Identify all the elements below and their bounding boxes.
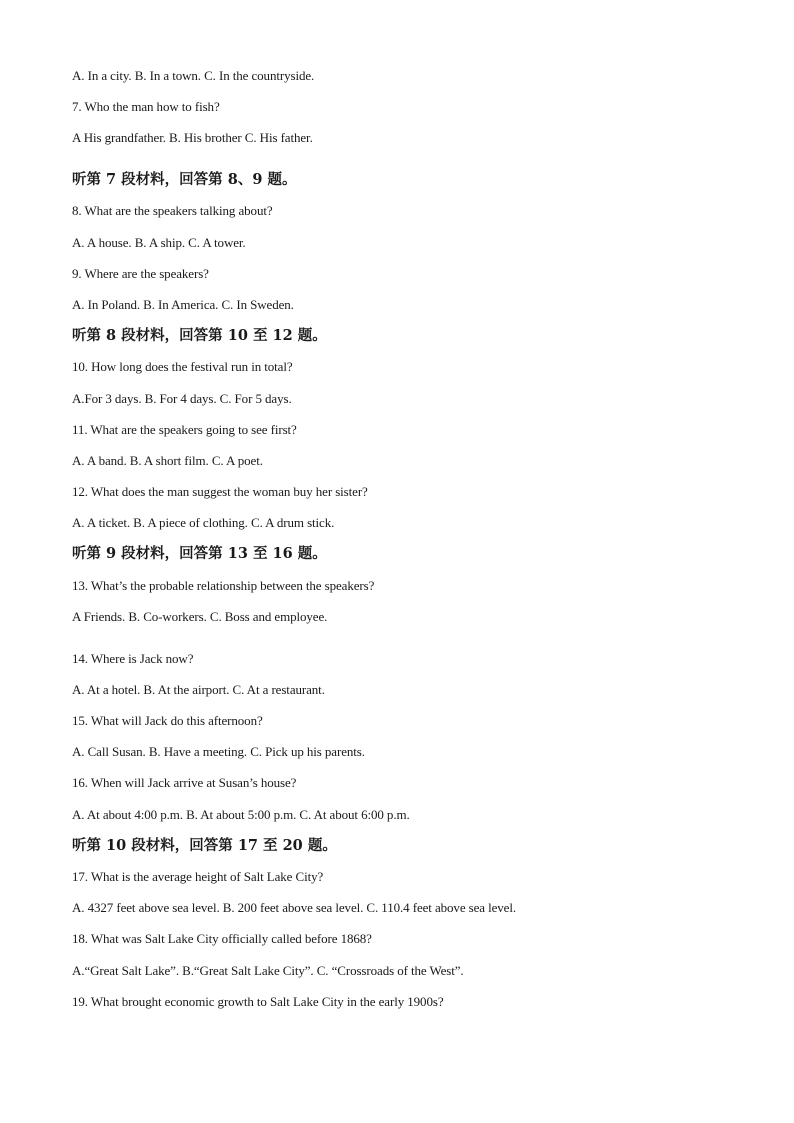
answer-options: A Friends. B. Co-workers. C. Boss and employee. [72, 609, 328, 624]
question-text: 16. When will Jack arrive at Susan’s house? [72, 775, 297, 790]
answer-options: A. Call Susan. B. Have a meeting. C. Pick up his parents. [72, 744, 365, 759]
answer-options: A His grandfather. B. His brother C. His father. [72, 130, 313, 145]
answer-options: A. In a city. B. In a town. C. In the countryside. [72, 68, 315, 83]
answer-options: A. At a hotel. B. At the airport. C. At a restaurant. [72, 682, 325, 697]
question-text: 11. What are the speakers going to see first? [72, 422, 297, 437]
question-text: 13. What’s the probable relationship between the speakers? [72, 578, 375, 593]
answer-options: A.“Great Salt Lake”. B.“Great Salt Lake City”. C. “Crossroads of the West”. [72, 963, 464, 978]
answer-options: A.For 3 days. B. For 4 days. C. For 5 days. [72, 391, 292, 406]
section-heading: 听第 8 段材料，回答第 10 至 12 题。 [72, 327, 327, 344]
question-text: 10. How long does the festival run in total? [72, 359, 293, 374]
section-heading: 听第 9 段材料，回答第 13 至 16 题。 [72, 545, 327, 562]
question-text: 17. What is the average height of Salt Lake City? [72, 869, 324, 884]
question-text: 9. Where are the speakers? [72, 266, 209, 281]
question-text: 7. Who the man how to fish? [72, 99, 220, 114]
answer-options: A. At about 4:00 p.m. B. At about 5:00 p.m. C. At about 6:00 p.m. [72, 807, 410, 822]
section-heading: 听第 7 段材料，回答第 8、9 题。 [72, 171, 297, 188]
question-text: 19. What brought economic growth to Salt Lake City in the early 1900s? [72, 994, 444, 1009]
section-heading: 听第 10 段材料，回答第 17 至 20 题。 [72, 837, 337, 854]
answer-options: A. A house. B. A ship. C. A tower. [72, 235, 246, 250]
answer-options: A. A band. B. A short film. C. A poet. [72, 453, 263, 468]
answer-options: A. A ticket. B. A piece of clothing. C. A drum stick. [72, 515, 335, 530]
question-text: 18. What was Salt Lake City officially called before 1868? [72, 931, 372, 946]
answer-options: A. 4327 feet above sea level. B. 200 feet above sea level. C. 110.4 feet above sea level. [72, 900, 516, 915]
question-text: 15. What will Jack do this afternoon? [72, 713, 263, 728]
question-text: 14. Where is Jack now? [72, 651, 194, 666]
question-text: 8. What are the speakers talking about? [72, 203, 273, 218]
answer-options: A. In Poland. B. In America. C. In Sweden. [72, 297, 294, 312]
question-text: 12. What does the man suggest the woman buy her sister? [72, 484, 368, 499]
